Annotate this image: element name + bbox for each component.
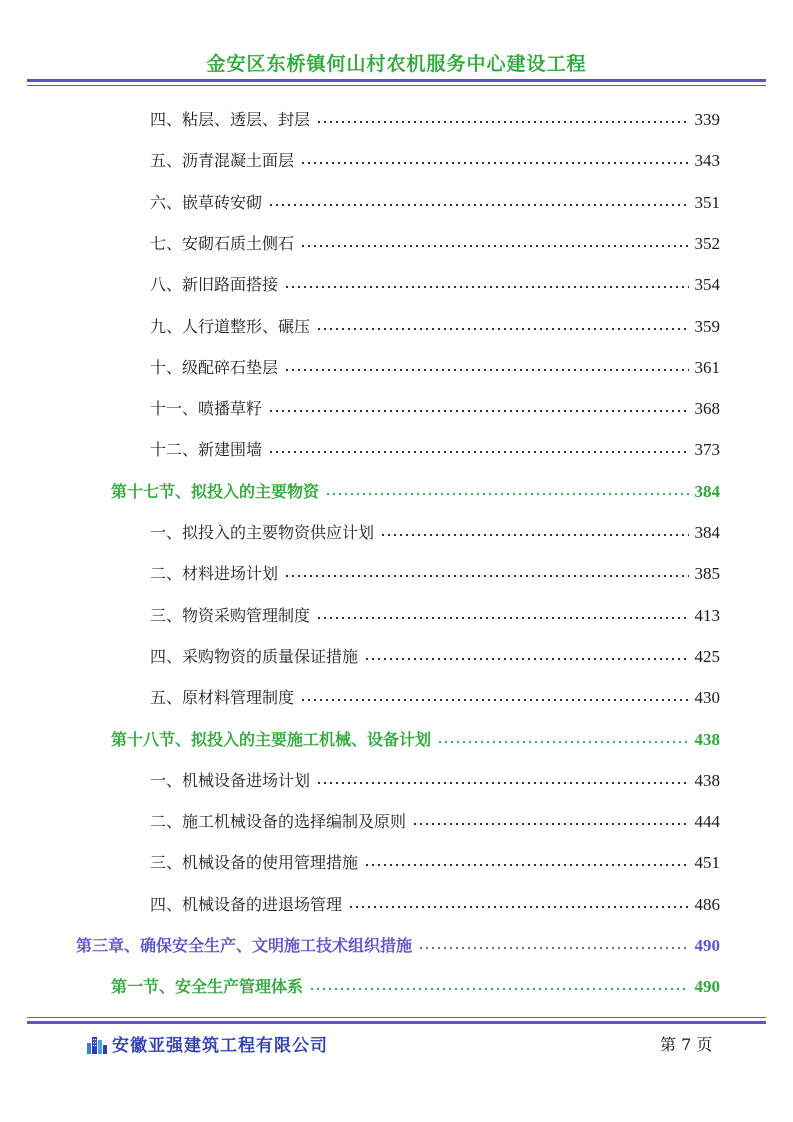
toc-leader-dots [380, 531, 688, 539]
toc-entry-title: 十一、喷播草籽 [150, 399, 263, 418]
toc-entry[interactable] [150, 769, 720, 791]
toc-leader-dots [412, 820, 688, 828]
toc-entry-page: 425 [694, 647, 720, 666]
toc-entry-page: 384 [694, 523, 720, 542]
toc-entry-page: 430 [694, 688, 720, 707]
toc-leader-dots [300, 242, 688, 250]
toc-entry[interactable] [111, 975, 720, 997]
document-header-title: 金安区东桥镇何山村农机服务中心建设工程 [206, 53, 587, 75]
toc-entry-page: 373 [694, 440, 720, 459]
toc-entry-title: 八、新旧路面搭接 [150, 275, 279, 294]
toc-entry[interactable] [150, 356, 720, 378]
toc-entry-title: 十二、新建围墙 [150, 440, 263, 459]
toc-entry-page: 490 [694, 936, 720, 955]
toc-entry-title: 十、级配碎石垫层 [150, 358, 279, 377]
toc-entry-title: 二、施工机械设备的选择编制及原则 [150, 812, 407, 831]
toc-entry[interactable] [150, 273, 720, 295]
page-number: 第 7 页 [660, 1035, 713, 1054]
toc-entry-page: 343 [694, 151, 720, 170]
toc-entry[interactable] [150, 232, 720, 254]
toc-entry[interactable] [150, 810, 720, 832]
toc-entry-page: 486 [694, 895, 720, 914]
toc-leader-dots [300, 159, 688, 167]
toc-entry-page: 385 [694, 564, 720, 583]
toc-entry-title: 五、原材料管理制度 [150, 688, 295, 707]
toc-entry[interactable] [150, 604, 720, 626]
toc-entry-title: 第三章、确保安全生产、文明施工技术组织措施 [76, 936, 413, 955]
toc-entry-page: 384 [694, 482, 720, 501]
toc-entry[interactable] [150, 686, 720, 708]
toc-entry-page: 359 [694, 317, 720, 336]
toc-entry-title: 三、机械设备的使用管理措施 [150, 853, 359, 872]
toc-entry-page: 451 [694, 853, 720, 872]
toc-entry[interactable] [150, 191, 720, 213]
toc-entry[interactable] [150, 108, 720, 130]
toc-leader-dots [309, 985, 688, 993]
toc-leader-dots [316, 614, 688, 622]
toc-entry-page: 354 [694, 275, 720, 294]
toc-leader-dots [284, 283, 688, 291]
toc-entry-page: 444 [694, 812, 720, 831]
toc-entry[interactable] [111, 480, 720, 502]
toc-entry-page: 351 [694, 193, 720, 212]
toc-entry[interactable] [150, 521, 720, 543]
toc-entry-title: 一、拟投入的主要物资供应计划 [150, 523, 375, 542]
toc-entry[interactable] [150, 851, 720, 873]
toc-entry[interactable] [150, 315, 720, 337]
toc-entry-title: 二、材料进场计划 [150, 564, 279, 583]
toc-leader-dots [316, 325, 688, 333]
toc-entry-title: 五、沥青混凝土面层 [150, 151, 295, 170]
toc-entry-title: 第一节、安全生产管理体系 [111, 977, 304, 996]
footer-rule-thin [27, 1017, 766, 1018]
toc-entry-title: 四、粘层、透层、封层 [150, 110, 311, 129]
toc-entry-page: 352 [694, 234, 720, 253]
toc-leader-dots [364, 655, 688, 663]
toc-leader-dots [348, 903, 688, 911]
company-name: 安徽亚强建筑工程有限公司 [112, 1036, 328, 1056]
toc-leader-dots [284, 366, 688, 374]
toc-entry-title: 四、采购物资的质量保证措施 [150, 647, 359, 666]
toc-leader-dots [418, 944, 688, 952]
toc-leader-dots [364, 861, 688, 869]
header-rule-thin [27, 85, 766, 86]
toc-entry-title: 四、机械设备的进退场管理 [150, 895, 343, 914]
footer-company [86, 1031, 328, 1056]
toc-entry[interactable] [150, 397, 720, 419]
toc-entry[interactable] [111, 728, 720, 750]
toc-leader-dots [316, 779, 688, 787]
toc-leader-dots [284, 572, 688, 580]
toc-leader-dots [268, 201, 688, 209]
toc-entry-page: 368 [694, 399, 720, 418]
toc-entry[interactable] [150, 562, 720, 584]
footer-rule-thick [27, 1021, 766, 1024]
toc-entry-title: 一、机械设备进场计划 [150, 771, 311, 790]
toc-entry-title: 九、人行道整形、碾压 [150, 317, 311, 336]
toc-entry-page: 438 [694, 730, 720, 749]
toc-leader-dots [437, 738, 688, 746]
toc-entry-page: 490 [694, 977, 720, 996]
toc-entry[interactable] [150, 149, 720, 171]
header-rule-thick [27, 79, 766, 82]
toc-entry-title: 三、物资采购管理制度 [150, 606, 311, 625]
toc-leader-dots [316, 118, 688, 126]
toc-entry[interactable] [150, 893, 720, 915]
toc-entry-title: 第十八节、拟投入的主要施工机械、设备计划 [111, 730, 432, 749]
toc-entry[interactable] [76, 934, 720, 956]
toc-entry-page: 361 [694, 358, 720, 377]
toc-leader-dots [300, 696, 688, 704]
toc-leader-dots [268, 407, 688, 415]
toc-entry-title: 第十七节、拟投入的主要物资 [111, 482, 320, 501]
toc-entry-page: 438 [694, 771, 720, 790]
toc-leader-dots [268, 448, 688, 456]
toc-entry-page: 413 [694, 606, 720, 625]
toc-leader-dots [325, 490, 688, 498]
toc-entry[interactable] [150, 645, 720, 667]
building-logo-icon [86, 1034, 108, 1054]
toc-entry[interactable] [150, 438, 720, 460]
toc-entry-title: 七、安砌石质土侧石 [150, 234, 295, 253]
toc-entry-page: 339 [694, 110, 720, 129]
toc-entry-title: 六、嵌草砖安砌 [150, 193, 263, 212]
